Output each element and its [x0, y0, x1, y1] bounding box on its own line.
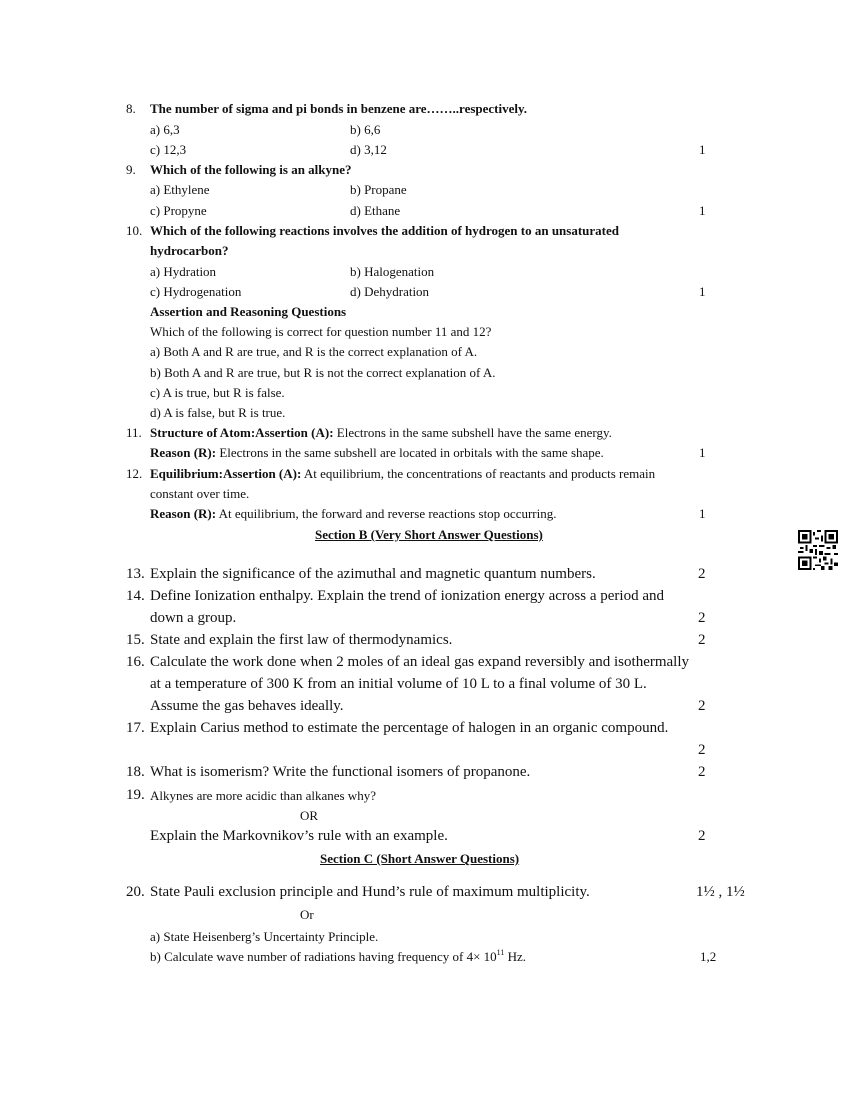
q11-reason-label: Reason (R): [150, 445, 217, 460]
q11-number: 11. [126, 425, 142, 440]
q10-text-line2: hydrocarbon? [150, 243, 229, 258]
q20-marks: 1½ , 1½ [696, 884, 745, 900]
q14-text-line1: Define Ionization enthalpy. Explain the trend of ionization energy across a period and [150, 588, 664, 604]
q20-marks2: 1,2 [700, 949, 717, 964]
q12-reason-text: At equilibrium, the forward and reverse reactions stop occurring. [216, 506, 557, 521]
q16-text-line3: Assume the gas behaves ideally. [150, 698, 344, 714]
q18-text: What is isomerism? Write the functional isomers of propanone. [150, 764, 531, 780]
q17-number: 17. [126, 720, 145, 736]
q9-option-a: a) Ethylene [150, 182, 210, 197]
q20-option-b-text: b) Calculate wave number of radiations having frequency of 4× 10 [150, 949, 497, 964]
q8-number: 8. [126, 101, 136, 116]
q13-text: Explain the significance of the azimuthal and magnetic quantum numbers. [150, 566, 596, 582]
ar-intro: Which of the following is correct for question number 11 and 12? [150, 324, 492, 339]
q15-marks: 2 [698, 632, 706, 648]
q20-option-a: a) State Heisenberg’s Uncertainty Principle. [150, 929, 379, 944]
q10-number: 10. [126, 223, 143, 238]
q14-text-line2: down a group. [150, 610, 237, 626]
q20-or: Or [300, 907, 314, 922]
q9-option-c: c) Propyne [150, 203, 207, 218]
q8-option-a: a) 6,3 [150, 122, 180, 137]
q20-option-b [150, 949, 526, 965]
q11-reason [150, 445, 604, 461]
q11-assertion-text: Electrons in the same subshell have the same energy. [333, 425, 612, 440]
section-b-heading: Section B (Very Short Answer Questions) [315, 527, 543, 542]
q13-marks: 2 [698, 566, 706, 582]
q16-number: 16. [126, 654, 145, 670]
q12-reason-label: Reason (R): [150, 506, 217, 521]
q13-number: 13. [126, 566, 145, 582]
q11-reason-text: Electrons in the same subshell are located in orbitals with the same shape. [216, 445, 604, 460]
q14-marks: 2 [698, 610, 706, 626]
q12-marks: 1 [699, 506, 706, 521]
q16-text-line2: at a temperature of 300 K from an initial volume of 10 L to a final volume of 30 L. [150, 676, 647, 692]
ar-option-a: a) Both A and R are true, and R is the correct explanation of A. [150, 344, 478, 359]
q19-marks: 2 [698, 828, 706, 844]
ar-option-c: c) A is true, but R is false. [150, 385, 285, 400]
q19-text: Alkynes are more acidic than alkanes why? [150, 788, 376, 803]
q20-option-b-exponent: 11 [496, 948, 505, 957]
q15-text: State and explain the first law of thermodynamics. [150, 632, 453, 648]
q8-option-b: b) 6,6 [350, 122, 381, 137]
q10-marks: 1 [699, 284, 706, 299]
q16-text-line1: Calculate the work done when 2 moles of an ideal gas expand reversibly and isothermally [150, 654, 690, 670]
q9-marks: 1 [699, 203, 706, 218]
q10-text-line1: Which of the following reactions involves the addition of hydrogen to an unsaturated [150, 223, 620, 238]
section-c-heading: Section C (Short Answer Questions) [320, 851, 520, 866]
q20-text: State Pauli exclusion principle and Hund’s rule of maximum multiplicity. [150, 884, 590, 900]
q12-number: 12. [126, 466, 143, 481]
q17-marks: 2 [698, 742, 706, 758]
q19-alt-text: Explain the Markovnikov’s rule with an example. [150, 828, 448, 844]
q8-text: The number of sigma and pi bonds in benzene are……..respectively. [150, 101, 528, 116]
q14-number: 14. [126, 588, 145, 604]
q8-marks: 1 [699, 142, 706, 157]
ar-option-b: b) Both A and R are true, but R is not the correct explanation of A. [150, 365, 496, 380]
q15-number: 15. [126, 632, 145, 648]
q9-option-d: d) Ethane [350, 203, 401, 218]
q12-assertion-label: Equilibrium:Assertion (A): [150, 466, 302, 481]
q16-marks: 2 [698, 698, 706, 714]
qr-code-icon [798, 530, 838, 570]
q12-assertion-text: At equilibrium, the concentrations of reactants and products remain [301, 466, 656, 481]
q8-option-d: d) 3,12 [350, 142, 387, 157]
q10-option-a: a) Hydration [150, 264, 217, 279]
q17-text: Explain Carius method to estimate the percentage of halogen in an organic compound. [150, 720, 669, 736]
ar-option-d: d) A is false, but R is true. [150, 405, 286, 420]
q8-option-c: c) 12,3 [150, 142, 187, 157]
q12-assertion [150, 466, 655, 482]
q20-option-b-unit: Hz. [504, 949, 527, 964]
q10-option-b: b) Halogenation [350, 264, 435, 279]
q9-option-b: b) Propane [350, 182, 407, 197]
q10-option-d: d) Dehydration [350, 284, 430, 299]
q18-number: 18. [126, 764, 145, 780]
q18-marks: 2 [698, 764, 706, 780]
q19-number: 19. [126, 787, 145, 803]
q11-assertion [150, 425, 612, 441]
q11-marks: 1 [699, 445, 706, 460]
ar-heading: Assertion and Reasoning Questions [150, 304, 347, 319]
q9-text: Which of the following is an alkyne? [150, 162, 352, 177]
q12-assertion-line2: constant over time. [150, 486, 250, 501]
q9-number: 9. [126, 162, 136, 177]
q19-or: OR [300, 808, 319, 823]
q20-number: 20. [126, 884, 145, 900]
q12-reason [150, 506, 557, 522]
q10-option-c: c) Hydrogenation [150, 284, 242, 299]
q11-assertion-label: Structure of Atom:Assertion (A): [150, 425, 334, 440]
